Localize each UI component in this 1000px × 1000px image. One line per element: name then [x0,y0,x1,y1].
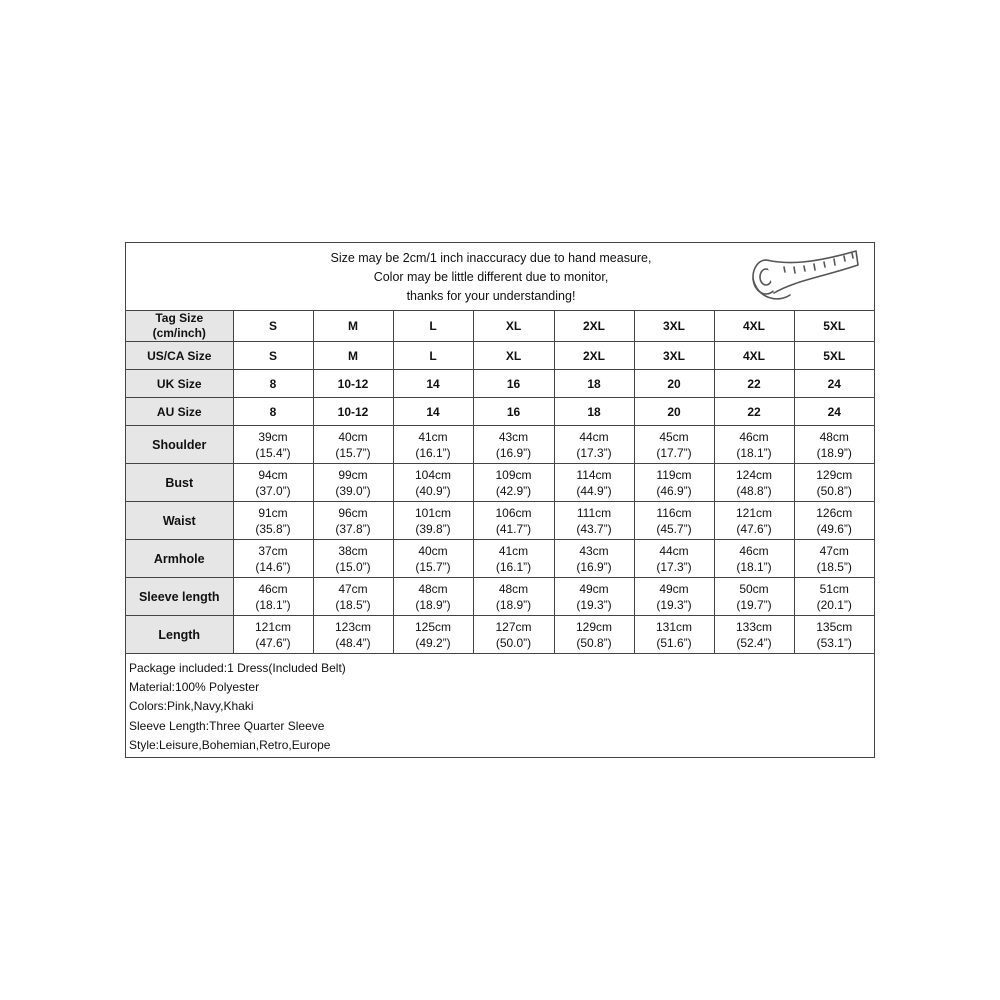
measure-cell [233,502,313,540]
measure-cell [393,502,473,540]
inch-value: (16.1”) [415,445,451,460]
inch-value: (18.9”) [495,597,532,612]
measuring-tape-icon [744,247,862,305]
size-chart [125,242,875,758]
measure-cell [393,578,473,616]
inch-value: (37.0”) [255,483,291,498]
cm-value: 125cm [414,619,452,634]
cm-value: 129cm [816,467,853,482]
row-label: Bust [126,464,233,502]
measure-cell [554,578,634,616]
cm-value: 133cm [735,619,773,634]
row-label: Sleeve length [126,578,233,616]
measure-cell [554,502,634,540]
inch-value: (47.6”) [736,521,772,536]
measure-cell [714,464,794,502]
spec-line: Sleeve Length:Three Quarter Sleeve [129,718,325,733]
measure-row [126,502,874,540]
measure-cell [313,464,393,502]
notice-text [266,249,716,306]
measure-cell [393,426,473,464]
notice-line: thanks for your understanding! [406,289,576,303]
measure-row [126,540,874,578]
measure-cell [233,464,313,502]
cm-value: 46cm [739,543,769,558]
cm-value: 121cm [254,619,292,634]
inch-value: (42.9”) [495,483,532,498]
cm-value: 96cm [338,505,368,520]
cm-value: 41cm [498,543,529,558]
measure-row [126,578,874,616]
inch-value: (14.6”) [255,559,291,574]
measure-cell [714,502,794,540]
cm-value: 119cm [656,467,692,482]
size-cell: 16 [473,398,554,426]
measure-cell [714,540,794,578]
cm-value: 47cm [819,543,849,558]
spec-line: Colors:Pink,Navy,Khaki [129,699,254,714]
size-cell: 8 [233,370,313,398]
cm-value: 40cm [338,429,368,444]
cm-value: 46cm [258,581,288,596]
cm-value: 44cm [579,429,609,444]
inch-value: (53.1”) [816,635,852,650]
header-label-line: Tag Size [155,311,204,325]
inch-value: (19.7”) [736,597,772,612]
cm-value: 94cm [258,467,288,482]
cm-value: 131cm [655,619,693,634]
cm-value: 111cm [576,505,612,520]
row-label: UK Size [126,370,233,398]
inch-value: (17.3”) [576,445,612,460]
measure-cell [714,616,794,654]
cm-value: 129cm [575,619,613,634]
cm-value: 48cm [819,429,849,444]
spec-line: Style:Leisure,Bohemian,Retro,Europe [129,737,331,752]
cm-value: 38cm [338,543,368,558]
cm-value: 44cm [659,543,689,558]
inch-value: (18.1”) [736,559,772,574]
inch-value: (18.9”) [415,597,451,612]
inch-value: (18.5”) [335,597,371,612]
tag-size-cell: XL [473,311,554,342]
measure-cell [634,426,714,464]
cm-value: 127cm [495,619,532,634]
cm-value: 135cm [816,619,853,634]
size-cell: 10-12 [313,398,393,426]
cm-value: 41cm [418,429,448,444]
row-label: Length [126,616,233,654]
cm-value: 104cm [414,467,452,482]
measure-cell [634,540,714,578]
measure-cell [233,616,313,654]
size-cell: 22 [714,398,794,426]
measure-cell [794,502,874,540]
inch-value: (48.4”) [335,635,371,650]
notice-line: Color may be little different due to monitor, [373,270,609,284]
inch-value: (16.1”) [495,559,532,574]
cm-value: 126cm [816,505,853,520]
inch-value: (52.4”) [736,635,772,650]
inch-value: (20.1”) [816,597,852,612]
measure-cell [233,426,313,464]
inch-value: (49.6”) [816,521,852,536]
cm-value: 48cm [498,581,529,596]
measure-cell [794,540,874,578]
measure-cell [794,616,874,654]
tag-size-cell: 4XL [714,311,794,342]
measure-cell [554,426,634,464]
inch-value: (16.9”) [495,445,532,460]
tag-size-label [126,311,233,342]
inch-value: (17.3”) [656,559,692,574]
inch-value: (37.8”) [335,521,371,536]
measure-cell [554,540,634,578]
size-cell: 2XL [554,342,634,370]
size-cell: 10-12 [313,370,393,398]
inch-value: (47.6”) [255,635,291,650]
measure-cell [473,464,554,502]
size-cell: 20 [634,398,714,426]
size-cell: 22 [714,370,794,398]
measure-cell [393,464,473,502]
measure-row [126,616,874,654]
spec-line: Material:100% Polyester [129,680,260,695]
measure-cell [794,426,874,464]
inch-value: (46.9”) [656,483,692,498]
tag-size-cell: S [233,311,313,342]
measure-cell [393,616,473,654]
cm-value: 101cm [414,505,452,520]
cm-value: 99cm [338,467,368,482]
row-label: US/CA Size [126,342,233,370]
cm-value: 48cm [418,581,448,596]
inch-value: (35.8”) [255,521,291,536]
product-specs [129,659,346,755]
tag-size-cell: 2XL [554,311,634,342]
size-cell: S [233,342,313,370]
size-cell: XL [473,342,554,370]
measure-cell [473,426,554,464]
measure-cell [473,502,554,540]
cm-value: 114cm [576,467,612,482]
tag-size-cell: M [313,311,393,342]
inch-value: (45.7”) [656,521,692,536]
row-label: Shoulder [126,426,233,464]
inch-value: (50.8”) [576,635,612,650]
size-cell: 18 [554,370,634,398]
inch-value: (17.7”) [656,445,692,460]
measure-cell [313,540,393,578]
tag-size-row [126,311,874,342]
inch-value: (43.7”) [576,521,612,536]
inch-value: (15.7”) [335,445,371,460]
measure-cell [634,502,714,540]
size-cell: 24 [794,398,874,426]
inch-value: (40.9”) [415,483,451,498]
cm-value: 109cm [495,467,532,482]
measure-cell [393,540,473,578]
cm-value: 91cm [258,505,288,520]
size-cell: 8 [233,398,313,426]
measurement-notice [126,243,874,311]
cm-value: 123cm [334,619,372,634]
size-cell: 14 [393,370,473,398]
measure-cell [313,616,393,654]
row-label: Armhole [126,540,233,578]
size-cell: 18 [554,398,634,426]
cm-value: 124cm [735,467,773,482]
spec-line: Package included:1 Dress(Included Belt) [129,661,346,675]
inch-value: (18.5”) [816,559,852,574]
inch-value: (18.9”) [816,445,852,460]
inch-value: (15.0”) [335,559,371,574]
row-label: AU Size [126,398,233,426]
measure-cell [714,426,794,464]
size-row [126,398,874,426]
measure-cell [554,616,634,654]
inch-value: (16.9”) [576,559,612,574]
cm-value: 116cm [656,505,692,520]
inch-value: (51.6”) [656,635,692,650]
inch-value: (50.0”) [495,635,532,650]
inch-value: (44.9”) [576,483,612,498]
tag-size-cell: 3XL [634,311,714,342]
inch-value: (15.4”) [255,445,291,460]
size-cell: L [393,342,473,370]
inch-value: (19.3”) [656,597,692,612]
measure-cell [233,540,313,578]
inch-value: (18.1”) [255,597,291,612]
cm-value: 47cm [338,581,368,596]
size-cell: 3XL [634,342,714,370]
cm-value: 49cm [659,581,689,596]
size-row [126,370,874,398]
cm-value: 37cm [258,543,288,558]
measure-cell [634,578,714,616]
size-cell: 4XL [714,342,794,370]
size-cell: M [313,342,393,370]
cm-value: 43cm [498,429,529,444]
measure-cell [473,540,554,578]
inch-value: (41.7”) [495,521,532,536]
size-cell: 24 [794,370,874,398]
cm-value: 40cm [418,543,448,558]
measure-cell [794,464,874,502]
inch-value: (50.8”) [816,483,852,498]
size-table [126,311,874,654]
measure-cell [794,578,874,616]
measure-cell [634,616,714,654]
cm-value: 39cm [258,429,288,444]
inch-value: (19.3”) [576,597,612,612]
measure-cell [313,426,393,464]
cm-value: 49cm [579,581,609,596]
measure-cell [473,578,554,616]
measure-cell [554,464,634,502]
measure-cell [313,502,393,540]
measure-cell [313,578,393,616]
size-cell: 20 [634,370,714,398]
header-label-line: (cm/inch) [152,326,206,340]
cm-value: 121cm [735,505,773,520]
measure-cell [714,578,794,616]
inch-value: (49.2”) [415,635,451,650]
inch-value: (39.0”) [335,483,371,498]
cm-value: 45cm [659,429,689,444]
inch-value: (18.1”) [736,445,772,460]
measure-cell [233,578,313,616]
tag-size-cell: L [393,311,473,342]
size-cell: 5XL [794,342,874,370]
measure-row [126,426,874,464]
cm-value: 106cm [495,505,532,520]
cm-value: 46cm [739,429,769,444]
tag-size-cell: 5XL [794,311,874,342]
inch-value: (48.8”) [736,483,772,498]
cm-value: 51cm [819,581,849,596]
cm-value: 50cm [739,581,769,596]
notice-line: Size may be 2cm/1 inch inaccuracy due to hand measure, [330,251,652,265]
size-cell: 14 [393,398,473,426]
measure-row [126,464,874,502]
row-label: Waist [126,502,233,540]
inch-value: (39.8”) [415,521,451,536]
cm-value: 43cm [579,543,609,558]
measure-cell [473,616,554,654]
size-row [126,342,874,370]
size-cell: 16 [473,370,554,398]
inch-value: (15.7”) [415,559,451,574]
measure-cell [634,464,714,502]
